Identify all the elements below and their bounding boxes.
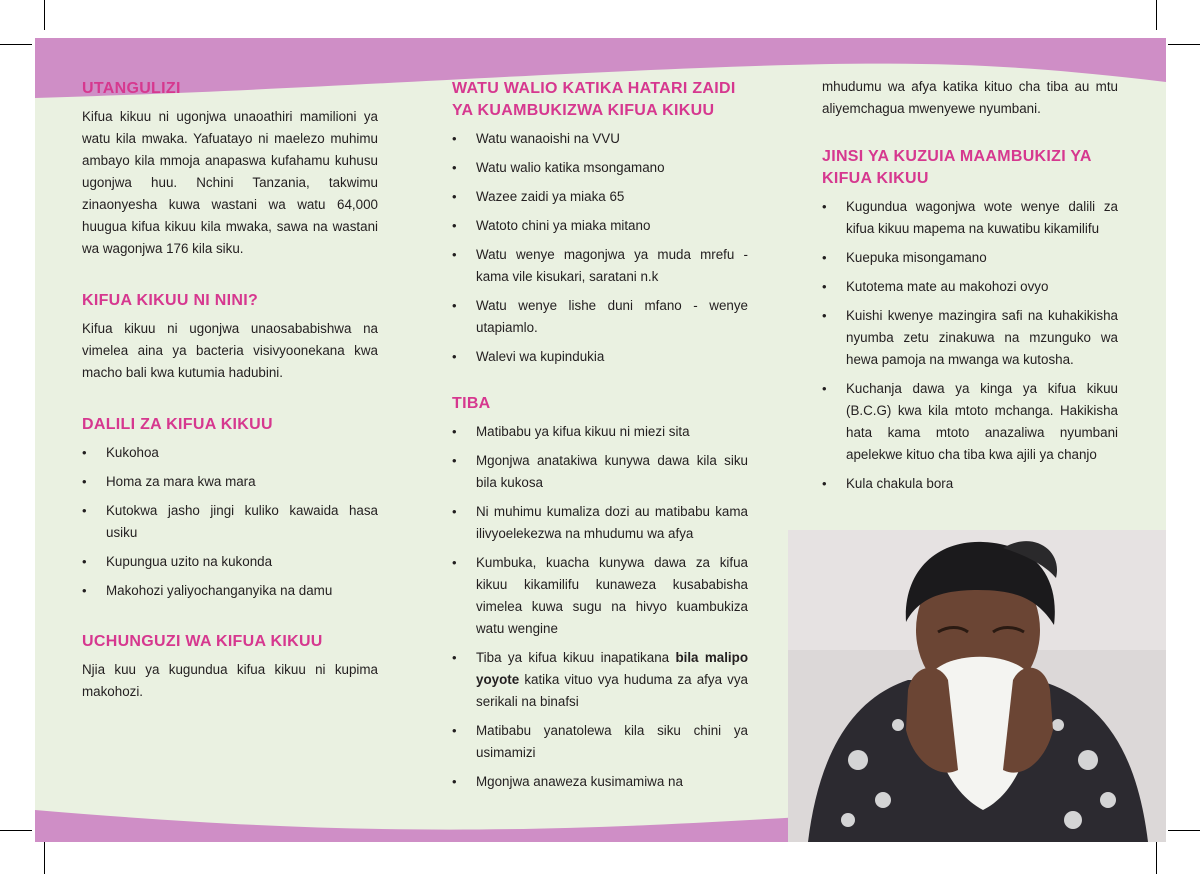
list-item: • Kukohoa xyxy=(82,442,378,464)
list-item: • Kumbuka, kuacha kunywa dawa za kifua kikuu kikamilifu kunaweza kusababisha vimelea kuwa sugu na hivyo kuambukiza watu wengine xyxy=(452,552,748,640)
heading-utangulizi: UTANGULIZI xyxy=(82,80,181,97)
heading-tiba: TIBA xyxy=(452,395,491,412)
list-item: • Kula chakula bora xyxy=(822,473,1118,495)
crop-mark xyxy=(1156,0,1157,30)
free-pre: Tiba ya kifua kikuu inapatikana xyxy=(476,650,676,665)
list-item: • Watu wenye lishe duni mfano - wenye utapiamlo. xyxy=(452,295,748,339)
list-item: • Watoto chini ya miaka mitano xyxy=(452,215,748,237)
list-item: • Homa za mara kwa mara xyxy=(82,471,378,493)
woman-coughing-photo xyxy=(788,530,1166,842)
list-item: • Mgonjwa anaweza kusimamiwa na xyxy=(452,771,748,793)
list-item-free-treatment xyxy=(452,647,748,713)
list-item: • Watu wanaoishi na VVU xyxy=(452,128,748,150)
heading-hatari: WATU WALIO KATIKA HATARI ZAIDI YA KUAMBUKIZWA KIFUA KIKUU xyxy=(452,80,736,119)
list-item: • Matibabu yanatolewa kila siku chini ya usimamizi xyxy=(452,720,748,764)
heading-dalili: DALILI ZA KIFUA KIKUU xyxy=(82,416,273,433)
photo-illustration xyxy=(788,530,1166,842)
risk-groups-list xyxy=(452,128,748,368)
diagnosis-paragraph: Njia kuu ya kugundua kifua kikuu ni kupima makohozi. xyxy=(82,662,378,699)
intro-paragraph: Kifua kikuu ni ugonjwa unaoathiri mamilioni ya watu kila mwaka. Yafuatayo ni maelezo muhimu ambayo kila mmoja anapaswa kufahamu kuhusu ugonjwa huu. Nchini Tanzania, takwimu zinaonyesha kuwa wastani wa watu 64,000 huugua kifua kikuu kila mwaka, sawa na wastani wa wagonjwa 176 kila siku. xyxy=(82,109,378,256)
column-right xyxy=(822,76,1118,502)
list-item: • Watu wenye magonjwa ya muda mrefu - kama vile kisukari, saratani n.k xyxy=(452,244,748,288)
list-item: • Kugundua wagonjwa wote wenye dalili za kifua kikuu mapema na kuwatibu kikamilifu xyxy=(822,196,1118,240)
list-item: • Watu walio katika msongamano xyxy=(452,157,748,179)
list-item: • Kuepuka misongamano xyxy=(822,247,1118,269)
list-item: • Matibabu ya kifua kikuu ni miezi sita xyxy=(452,421,748,443)
list-item: • Wazee zaidi ya miaka 65 xyxy=(452,186,748,208)
list-item: • Walevi wa kupindukia xyxy=(452,346,748,368)
list-item: • Kuishi kwenye mazingira safi na kuhakikisha nyumba zetu zinakuwa na mzunguko wa hewa pamoja na mwanga wa kutosha. xyxy=(822,305,1118,371)
list-item: • Makohozi yaliyochanganyika na damu xyxy=(82,580,378,602)
heading-jinsi: JINSI YA KUZUIA MAAMBUKIZI YA KIFUA KIKUU xyxy=(822,148,1092,187)
prevention-list xyxy=(822,196,1118,495)
definition-paragraph: Kifua kikuu ni ugonjwa unaosababishwa na vimelea aina ya bacteria visivyoonekana kwa macho bali kwa kutumia hadubini. xyxy=(82,321,378,380)
free-post: katika vituo vya huduma za afya vya serikali na binafsi xyxy=(476,672,748,709)
column-middle xyxy=(452,78,748,800)
list-item: • Kutokwa jasho jingi kuliko kawaida hasa usiku xyxy=(82,500,378,544)
free-bold: bila malipo yoyote xyxy=(476,650,748,687)
crop-mark xyxy=(44,0,45,30)
symptoms-list xyxy=(82,442,378,602)
list-item: • Mgonjwa anatakiwa kunywa dawa kila siku bila kukosa xyxy=(452,450,748,494)
heading-uchunguzi: UCHUNGUZI WA KIFUA KIKUU xyxy=(82,633,323,650)
list-item: • Ni muhimu kumaliza dozi au matibabu kama ilivyoelekezwa na mhudumu wa afya xyxy=(452,501,748,545)
treatment-list xyxy=(452,421,748,793)
continued-text: mhudumu wa afya katika kituo cha tiba au mtu aliyemchagua mwenyewe nyumbani. xyxy=(822,79,1118,116)
column-left xyxy=(82,78,378,703)
list-item: • Kuchanja dawa ya kinga ya kifua kikuu (B.C.G) kwa kila mtoto mchanga. Hakikisha hata kama mtoto anazaliwa nyumbani apelekwe kituo cha tiba kwa ajili ya chanjo xyxy=(822,378,1118,466)
list-item: • Kutotema mate au makohozi ovyo xyxy=(822,276,1118,298)
heading-nini: KIFUA KIKUU NI NINI? xyxy=(82,292,259,309)
list-item: • Kupungua uzito na kukonda xyxy=(82,551,378,573)
